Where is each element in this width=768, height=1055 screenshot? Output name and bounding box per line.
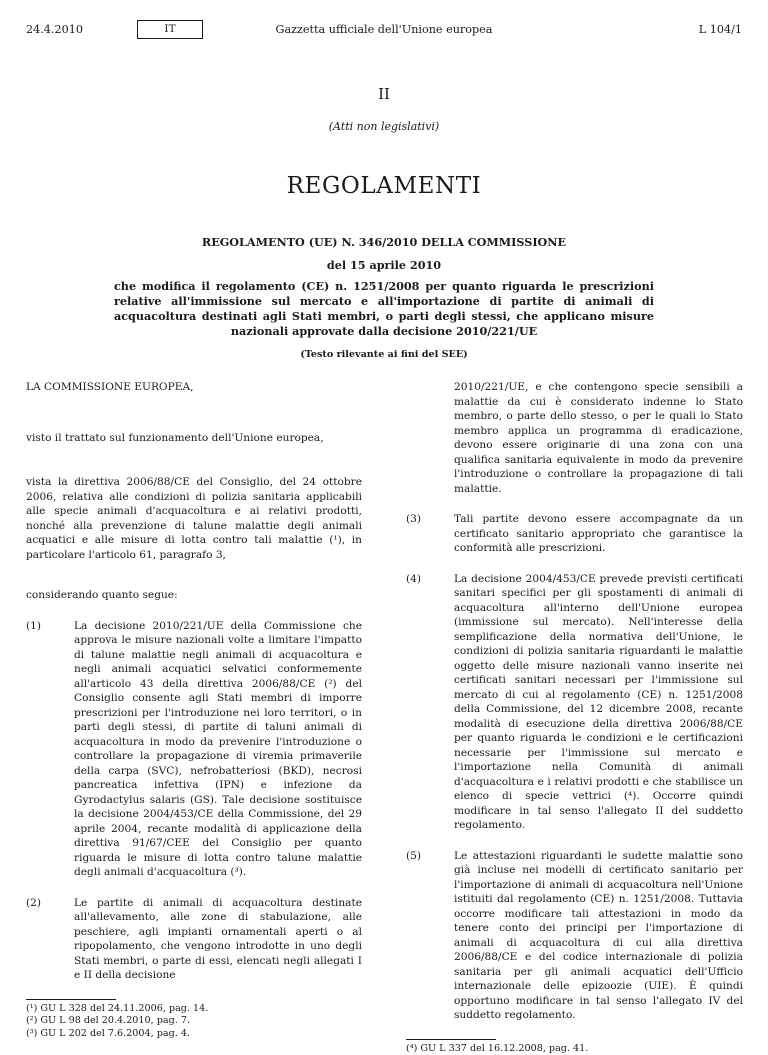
recital-4 xyxy=(406,572,743,833)
non-legislative-label: (Atti non legislativi) xyxy=(0,120,768,133)
footnote-divider xyxy=(406,1039,496,1040)
journal-title: Gazzetta ufficiale dell'Unione europea xyxy=(26,23,742,36)
language-badge: IT xyxy=(137,20,203,39)
recital-text: La decisione 2004/453/CE prevede previsti certificati sanitari specifici per gli spostamenti di animali di acquacoltura all'interno dell'Unione europea (immissione sul mercato). Nell'interesse della semplificazione della normativa dell'Unione, le condizioni di polizia sanitaria riguardanti le malattie oggetto delle misure nazionali vanno inserite nei certificati sanitari necessari per l'immissione sul mercato di cui al regolamento (CE) n. 1251/2008 della Commissione, del 12 dicembre 2008, recante modalità di esecuzione della direttiva 2006/88/CE per quanto riguarda le condizioni e le certificazioni necessarie per l'immissione sul mercato e l'importazione nella Comunità di animali d'acquacoltura e i relativi prodotti e che stabilisce un elenco di specie vettrici (⁴). Occorre quindi modificare in tal senso l'allegato II del suddetto regolamento. xyxy=(454,573,743,832)
commission-line: LA COMMISSIONE EUROPEA, xyxy=(26,380,362,395)
whereas-line: considerando quanto segue: xyxy=(26,588,362,603)
page-header xyxy=(26,20,742,42)
footnote-2: (²) GU L 98 del 20.4.2010, pag. 7. xyxy=(26,1015,362,1028)
recital-number: (1) xyxy=(26,619,41,634)
recital-number: (3) xyxy=(406,512,421,527)
recital-text: Le partite di animali di acquacoltura destinate all'allevamento, alle zone di stabulazione, alle peschiere, agli impianti ornamentali aperti o al ripopolamento, che vengono introdotte in uno degli Stati membri, o parte di essi, elencati negli allegati I e II della decisione xyxy=(74,897,362,982)
left-column xyxy=(26,380,362,1040)
recital-text: Le attestazioni riguardanti le sudette malattie sono già incluse nei modelli di certificato sanitario per l'importazione di animali di acquacoltura nell'Unione istituiti dal regolamento (CE) n. 1251/2008. Tuttavia occorre modificare tali attestazioni in modo da tenere conto dei principi per l'importazione di animali di acquacoltura di cui alla direttiva 2006/88/CE e del codice internazionale di polizia sanitaria per gli animali acquatici dell'Ufficio internazionale delle epizoozie (UIE). È quindi opportuno modificare in tal senso l'allegato IV del suddetto regolamento. xyxy=(454,850,743,1022)
recital-5 xyxy=(406,849,743,1023)
regulation-date: del 15 aprile 2010 xyxy=(0,258,768,272)
recital-3 xyxy=(406,512,743,556)
recital-number: (2) xyxy=(26,896,41,911)
publication-date: 24.4.2010 xyxy=(26,23,83,36)
treaty-citation: visto il trattato sul funzionamento dell'Unione europea, xyxy=(26,431,362,446)
series-number: II xyxy=(0,85,768,103)
page-number: L 104/1 xyxy=(699,23,742,36)
recital-2 xyxy=(26,896,362,983)
recital-text: 2010/221/UE, e che contengono specie sensibili a malattie da cui è considerato indenne lo Stato membro, o parte dello stesso, o per le quali lo Stato membro applica un programma di eradicazione, devono essere originarie di una zona con una qualifica sanitaria equivalente in modo da prevenire l'introduzione o controllare la propagazione di tali malattie. xyxy=(454,381,743,495)
regulation-title: REGOLAMENTO (UE) N. 346/2010 DELLA COMMISSIONE xyxy=(0,235,768,249)
footnote-4: (⁴) GU L 337 del 16.12.2008, pag. 41. xyxy=(406,1043,743,1055)
footnote-divider xyxy=(26,999,116,1000)
recital-2-continuation xyxy=(406,380,743,496)
eea-relevance-note: (Testo rilevante ai fini del SEE) xyxy=(0,349,768,360)
recital-number: (4) xyxy=(406,572,421,587)
recital-text: La decisione 2010/221/UE della Commissione che approva le misure nazionali volte a limitare l'impatto di talune malattie negli animali di acquacoltura e negli animali acquatici selvatici conformemente all'articolo 43 della direttiva 2006/88/CE (²) del Consiglio consente agli Stati membri di imporre prescrizioni per l'introduzione nei loro territori, o in parti degli stessi, di partite di taluni animali di acquacoltura in modo da prevenire l'introduzione o controllare la propagazione di viremia primaverile della carpa (SVC), nefrobatteriosi (BKD), necrosi pancreatica infettiva (IPN) e infezione da Gyrodactylus salaris (GS). Tale decisione sostituisce la decisione 2004/453/CE della Commissione, del 29 aprile 2004, recante modalità di applicazione della direttiva 91/67/CEE del Consiglio per quanto riguarda le misure di lotta contro talune malattie degli animali d'acquacoltura (³). xyxy=(74,620,362,879)
footnote-3: (³) GU L 202 del 7.6.2004, pag. 4. xyxy=(26,1028,362,1041)
regulation-subject: che modifica il regolamento (CE) n. 1251/2008 per quanto riguarda le prescrizioni relative all'immissione sul mercato e all'importazione di partite di animali di acquacoltura destinati agli Stati membri, o parti degli stessi, che applicano misure nazionali approvate dalla decisione 2010/221/UE xyxy=(114,279,654,339)
recital-1 xyxy=(26,619,362,880)
recital-text: Tali partite devono essere accompagnate da un certificato sanitario appropriato che garantisce la conformità alle prescrizioni. xyxy=(454,513,743,554)
section-heading: REGOLAMENTI xyxy=(0,173,768,199)
right-column xyxy=(406,380,743,1055)
directive-citation: vista la direttiva 2006/88/CE del Consiglio, del 24 ottobre 2006, relativa alle condizioni di polizia sanitaria applicabili alle specie animali d'acquacoltura e ai relativi prodotti, nonché alla prevenzione di talune malattie degli animali acquatici e alle misure di lotta contro tali malattie (¹), in particolare l'articolo 61, paragrafo 3, xyxy=(26,475,362,562)
recital-number: (5) xyxy=(406,849,421,864)
footnote-1: (¹) GU L 328 del 24.11.2006, pag. 14. xyxy=(26,1003,362,1016)
